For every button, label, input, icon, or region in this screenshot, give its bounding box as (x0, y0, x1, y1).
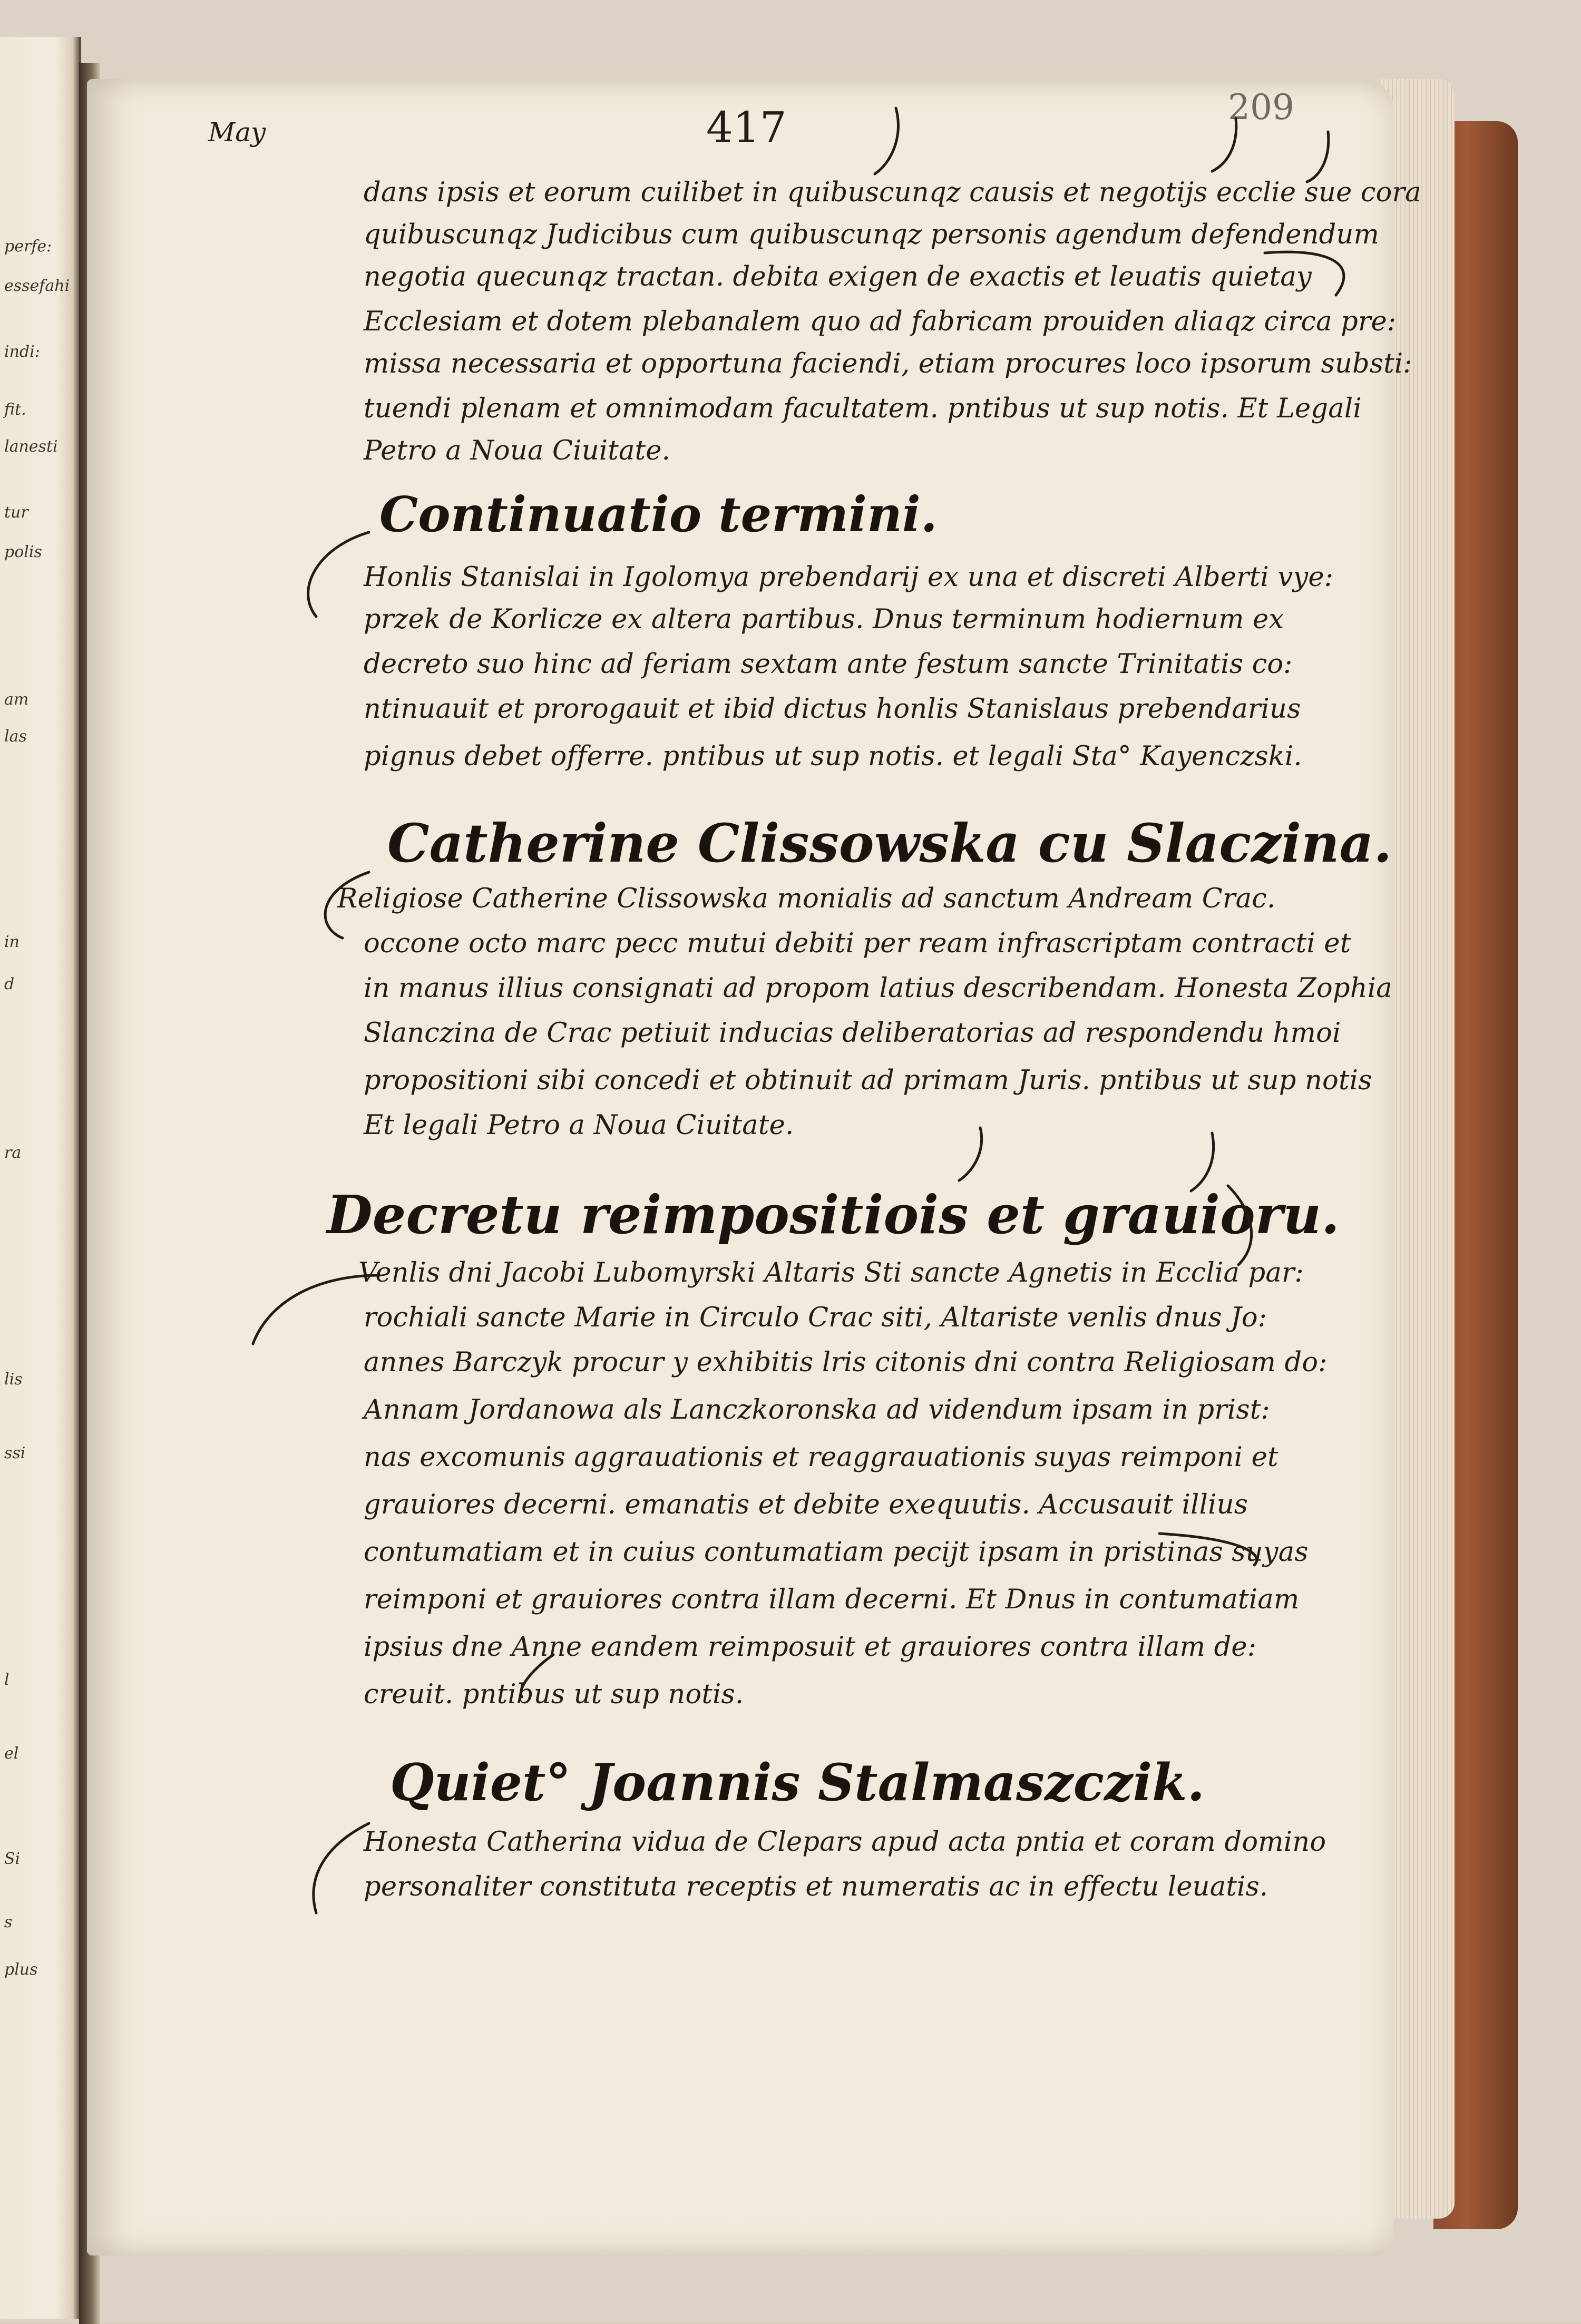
text-line: personaliter constituta receptis et numeratis ac in effectu leuatis. (364, 1871, 1268, 1902)
margin-note: Si (4, 1850, 21, 1868)
text-line: contumatiam et in cuius contumatiam pecijt ipsam in pristinas suyas (364, 1537, 1309, 1568)
entry-heading: Quiet° Joannis Stalmaszczik. (390, 1753, 1205, 1812)
entry-heading: Continuatio termini. (379, 486, 938, 543)
margin-note: fit. (4, 401, 26, 419)
text-line: propositioni sibi concedi et obtinuit ad primam Juris. pntibus ut sup notis (364, 1065, 1372, 1096)
text-line: dans ipsis et eorum cuilibet in quibuscunqz causis et negotijs ecclie sue cora (364, 177, 1421, 208)
text-line: ntinuauit et prorogauit et ibid dictus honlis Stanislaus prebendarius (364, 694, 1301, 725)
text-line: Petro a Noua Ciuitate. (364, 435, 671, 466)
text-line: negotia quecunqz tractan. debita exigen de exactis et leuatis quietay (364, 261, 1312, 292)
text-line: annes Barczyk procur y exhibitis lris citonis dni contra Religiosam do: (364, 1347, 1328, 1378)
text-line: Honesta Catherina vidua de Clepars apud acta pntia et coram domino (364, 1827, 1326, 1858)
margin-note: l (4, 1671, 9, 1689)
margin-note: lis (4, 1370, 23, 1389)
text-line: Honlis Stanislai in Igolomya prebendarij ex una et discreti Alberti vye: (364, 562, 1334, 593)
margin-note: indi: (4, 343, 40, 361)
text-line: in manus illius consignati ad propom latius describendam. Honesta Zophia (364, 973, 1392, 1004)
folio-number: 417 (706, 103, 787, 152)
text-line: tuendi plenam et omnimodam facultatem. pntibus ut sup notis. Et Legali (364, 393, 1362, 424)
text-line: reimponi et grauiores contra illam decerni. Et Dnus in contumatiam (364, 1584, 1300, 1615)
margin-note: lanesti (4, 437, 58, 456)
text-line: occone octo marc pecc mutui debiti per ream infrascriptam contracti et (364, 928, 1351, 959)
margin-note: perfe: (4, 237, 52, 256)
text-line: przek de Korlicze ex altera partibus. Dnus terminum hodiernum ex (364, 604, 1284, 635)
margin-note: ssi (4, 1444, 26, 1462)
margin-note: plus (4, 1960, 38, 1979)
margin-note: essefahi (4, 277, 70, 295)
text-line: Annam Jordanowa als Lanczkoronska ad videndum ipsam in prist: (364, 1394, 1270, 1425)
margin-note: in (4, 933, 19, 951)
text-line: creuit. pntibus ut sup notis. (364, 1679, 744, 1710)
text-line: Venlis dni Jacobi Lubomyrski Altaris Sti sancte Agnetis in Ecclia par: (358, 1257, 1304, 1288)
pencil-folio-number: 209 (1228, 87, 1294, 128)
margin-note: tur (4, 503, 28, 522)
margin-note: d (4, 975, 15, 993)
text-line: decreto suo hinc ad feriam sextam ante festum sancte Trinitatis co: (364, 649, 1293, 680)
text-line: nas excomunis aggrauationis et reaggrauationis suyas reimponi et (364, 1442, 1279, 1473)
margin-note: el (4, 1744, 19, 1763)
text-line: quibuscunqz Judicibus cum quibuscunqz personis agendum defendendum (364, 219, 1380, 250)
text-line: Ecclesiam et dotem plebanalem quo ad fabricam prouiden aliaqz circa pre: (364, 306, 1397, 337)
text-line: rochiali sancte Marie in Circulo Crac siti, Altariste venlis dnus Jo: (364, 1302, 1267, 1333)
margin-note: ra (4, 1144, 22, 1162)
text-line: pignus debet offerre. pntibus ut sup notis. et legali Sta° Kayenczski. (364, 741, 1302, 772)
entry-heading: Catherine Clissowska cu Slaczina. (387, 812, 1392, 874)
text-line: Religiose Catherine Clissowska monialis ad sanctum Andream Crac. (337, 883, 1276, 914)
text-line: missa necessaria et opportuna faciendi, etiam procures loco ipsorum substi: (364, 348, 1412, 379)
month-header: May (208, 117, 266, 148)
margin-note: polis (4, 543, 42, 561)
text-line: ipsius dne Anne eandem reimposuit et grauiores contra illam de: (364, 1632, 1257, 1663)
text-line: Et legali Petro a Noua Ciuitate. (364, 1110, 794, 1141)
text-line: grauiores decerni. emanatis et debite exequutis. Accusauit illius (364, 1489, 1248, 1520)
text-line: Slanczina de Crac petiuit inducias deliberatorias ad respondendu hmoi (364, 1018, 1341, 1049)
margin-note: am (4, 690, 29, 709)
entry-heading: Decretu reimpositiois et grauioru. (327, 1184, 1340, 1246)
margin-note: las (4, 727, 27, 746)
margin-note: s (4, 1913, 13, 1931)
